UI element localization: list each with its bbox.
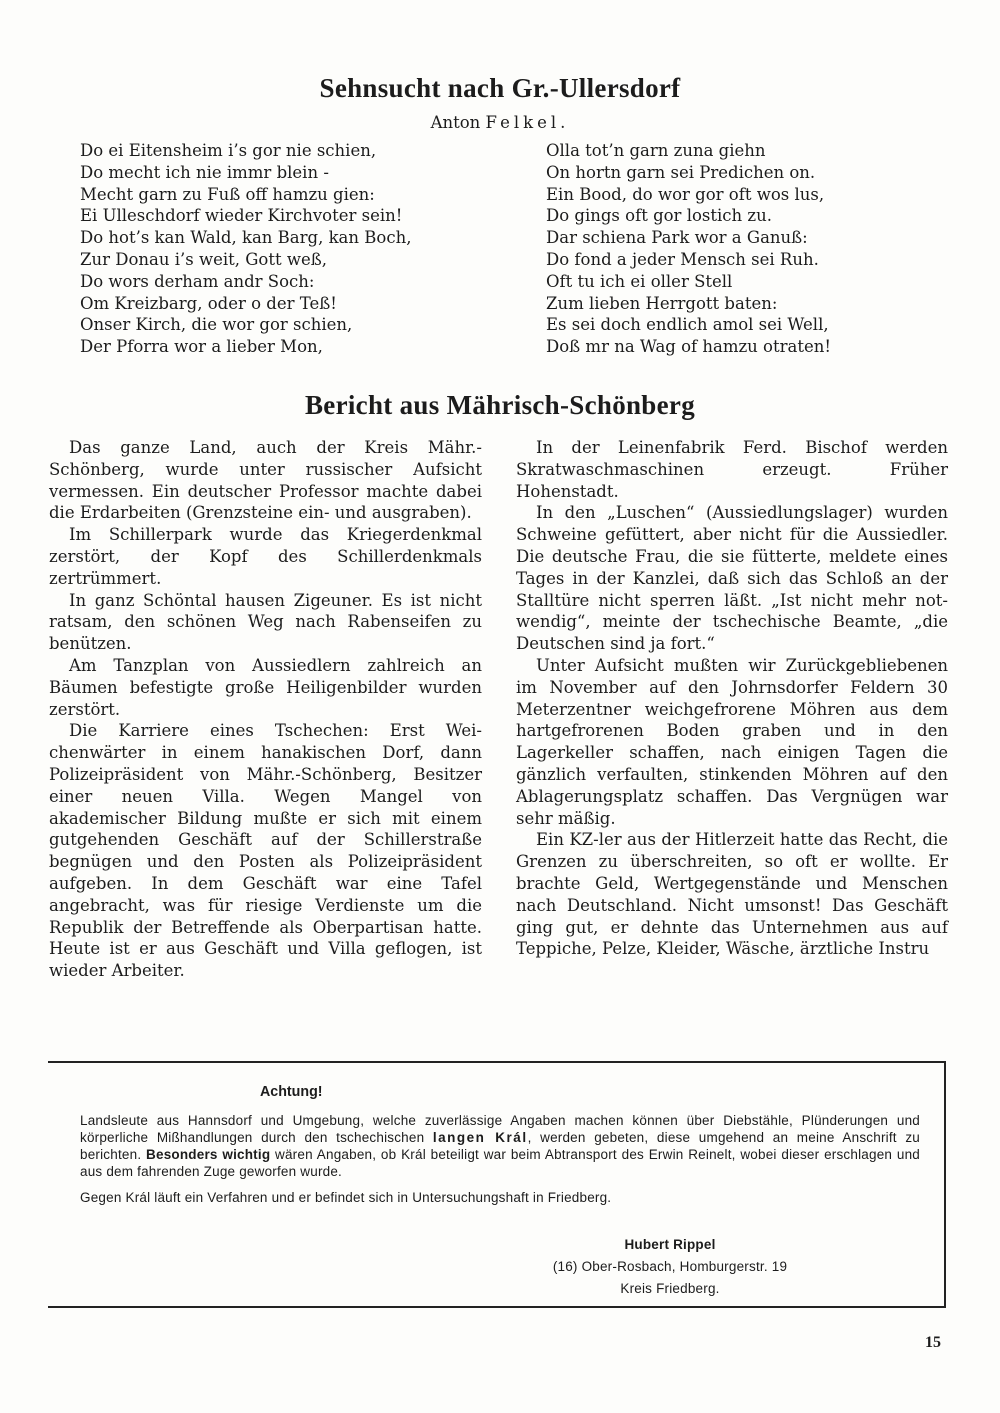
article-paragraph: Ein KZ-ler aus der Hitlerzeit hatte das Recht, die Grenzen zu überschreiten, so oft er wollte. Er brachte Geld, Wertgegenstände und Menschen nach Deutschland. Nicht umsonst! Das Geschäft ging gut, er dehnte das Unternehmen aus auf Teppiche, Pelze, Kleider, Wäsche, ärztliche Instru [516,830,948,959]
poem-line: Zur Donau i’s weit, Gott weß, [80,249,328,269]
poem-line: Do mecht ich nie immr blein - [80,162,329,182]
poem-line: Do fond a jeder Mensch sei Ruh. [546,249,819,269]
signature-district: Kreis Friedberg. [620,1281,720,1296]
notice-paragraph [80,1112,920,1180]
notice-emphasis-important: Besonders wichtig [146,1147,271,1162]
poem-line: Ein Bood, do wor gor oft wos lus, [546,184,825,204]
poem-line: Oft tu ich ei oller Stell [546,271,733,291]
article-paragraph: In ganz Schöntal hausen Zigeuner. Es ist nicht ratsam, den schönen Weg nach Rabenseifen zu benützen. [49,590,482,654]
poem-line: Mecht garn zu Fuß off hamzu gien: [80,184,375,204]
author-last-name: Felkel. [485,113,570,132]
poem-line: On hortn garn sei Predichen on. [546,162,816,182]
poem-line: Do gings oft gor lostich zu. [546,206,772,226]
poem-line: Der Pforra wor a lieber Mon, [80,337,323,357]
poem-author [0,113,1000,132]
article-paragraph: Am Tanzplan von Aussiedlern zahlreich an Bäumen befestigte große Heiligenbilder wurden zerstört. [49,655,482,719]
author-first-name: Anton [430,113,481,132]
poem-line: Do hot’s kan Wald, kan Barg, kan Boch, [80,228,412,248]
poem-line: Do wors derham andr Soch: [80,271,315,291]
notice-heading: Achtung! [260,1083,323,1100]
poem-line: Om Kreizbarg, oder o der Teß! [80,293,337,313]
poem-line: Do ei Eitensheim i’s gor nie schien, [80,141,377,160]
article-paragraph: Im Schillerpark wurde das Kriegerdenkmal zerstört, der Kopf des Schillerdenkmals zertrümmert. [49,525,482,588]
article-paragraph: Das ganze Land, auch der Kreis Mähr.-Schönberg, wurde unter russischer Aufsicht vermessen. Ein deutscher Professor machte dabei die Erdarbeiten (Grenzsteine ein- und ausgraben). [49,438,482,523]
article-paragraph: Die Karriere eines Tschechen: Erst Weichenwärter in einem hanakischen Dorf, dann Polizeipräsident von Mähr.-Schönberg, Besitzer einer neuen Villa. Wegen Mangel von akademischer Bildung mußte er sich mit einem gutgehenden Geschäft auf der Schillerstraße begnügen und den Posten als Polizeipräsident aufgeben. In dem Geschäft war eine Tafel angebracht, was für riesige Verdienste um die Republik der Betreffende als Oberpartisan hatte. Heute ist er aus Geschäft und Villa geflogen, ist wieder Arbeiter. [49,721,482,981]
article-paragraph: In den „Luschen“ (Aussiedlungslager) wurden Schweine gefüttert, aber nicht für die Aussiedler. Die deutsche Frau, die sie fütterte, meldete eines Tages in der Kanzlei, daß sich das Schloß an der Stalltüre nicht sperren läßt. „Ist nicht mehr notwendig“, meinte der tschechische Beamte, „die Deutschen sind ja fort.“ [516,503,948,654]
notice-text: Landsleute aus Hannsdorf und Umgebung, welche zuverlässige Angaben machen können über Diebstähle, Plünderungen und körperliche Mißhandlungen durch den tschechischen [80,1113,920,1145]
signature-name: Hubert Rippel [624,1237,716,1252]
poem-line: Zum lieben Herrgott baten: [546,293,778,313]
poem-line: Olla tot’n garn zuna giehn [546,141,766,160]
notice-text: wären Angaben, ob Král beteiligt war beim Abtransport des Erwin Reinelt, wobei dieser erschlagen und aus dem fahrenden Zuge geworfen wurde. [80,1147,920,1179]
notice-emphasis-name: langen Král [432,1130,528,1145]
article-left-column [49,437,482,982]
notice-text: , werden gebeten, diese umgehend an meine Anschrift zu berichten. [80,1130,920,1162]
signature-address: (16) Ober-Rosbach, Homburgerstr. 19 [552,1259,788,1274]
notice-signature [470,1234,870,1300]
poem-line: Doß mr na Wag of hamzu otraten! [546,337,831,357]
poem-title: Sehnsucht nach Gr.-Ullersdorf [319,73,681,103]
article-right-column [516,437,948,960]
notice-body [80,1112,920,1206]
notice-paragraph: Gegen Král läuft ein Verfahren und er befindet sich in Untersuchungshaft in Friedberg. [80,1190,612,1205]
poem-line: Onser Kirch, die wor gor schien, [80,315,353,335]
poem-right-stanza [546,140,831,358]
poem-line: Dar schiena Park wor a Ganuß: [546,228,808,248]
article-title: Bericht aus Mährisch-Schönberg [305,390,695,420]
article-paragraph: In der Leinenfabrik Ferd. Bischof werden Skratwaschmaschinen erzeugt. Früher Hohenstadt. [516,438,948,501]
page-number: 15 [925,1334,941,1351]
poem-line: Ei Ulleschdorf wieder Kirchvoter sein! [80,206,403,226]
article-paragraph: Unter Aufsicht mußten wir Zurückgebliebenen im November auf den Johrnsdorfer Feldern 30 Meterzentner weichgefrorene Möhren aus dem hartgefrorenen Boden graben und in den Lagerkeller schaffen, nach einigen Tagen die gänzlich verfaulten, stinkenden Möhren auf den Ablagerungsplatz schaffen. Das Vergnügen war sehr mäßig. [516,655,948,828]
poem-left-stanza [80,140,411,358]
poem-line: Es sei doch endlich amol sei Well, [546,315,829,335]
